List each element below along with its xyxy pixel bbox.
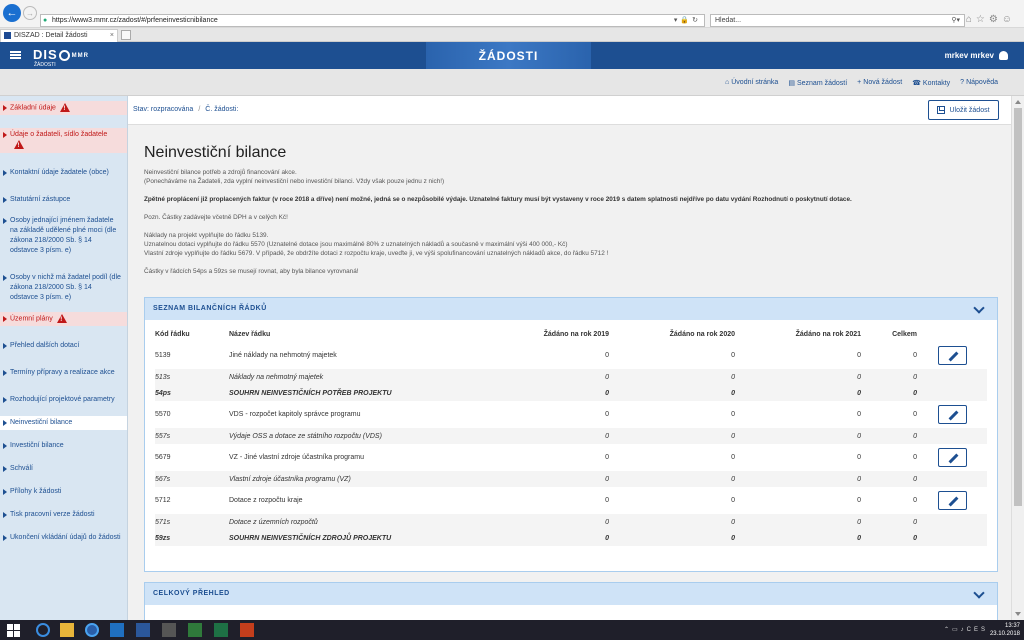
cell-y2020: 0 (609, 369, 735, 385)
request-number: Č. žádosti: (205, 106, 239, 113)
instructions: Neinvestiční bilance potřeb a zdrojů financování akce. (Ponecháváme na Žadateli, zda vyplní neinvestiční nebo investiční bilanci. Vždy však pouze jednu z nich!) Zpětné proplácení již proplacených faktur (v roce 2018 a dříve) není možné, jedná se o nezpůsobilé výdaje. Uznatelné faktury musí být vystaveny v roce 2019 s datem splatnosti nejdříve po datu vydání Rozhodnutí o poskytnutí dotace. Pozn. Částky zadávejte včetně DPH a v celých Kč! Náklady na projekt vyplňujte do řádku 5139. Uznatelnou dotaci vyplňujte do řádku 5570 (Uznatelné dotace jsou maximálně 80% z uznatelných nákladů a současně v maximální výši 400 000,- Kč) Vlastní zdroje vyplňujte do řádku 5679. V případě, že obdržíte dotaci z rozpočtu kraje, uveďte ji, ve výši spolufinancování uznatelných nákladů akce, do řádku 5712 ! Částky v řádcích 54ps a 59zs se musejí rovnat, aby byla bilance vyrovnaná! (144, 169, 852, 275)
search-icon[interactable]: ⚲▾ (951, 17, 960, 24)
vertical-scrollbar[interactable] (1011, 96, 1024, 620)
app-icon[interactable] (188, 623, 202, 637)
col-code: Kód řádku (155, 330, 190, 338)
sidebar-item-label: Kontaktní údaje žadatele (obce) (10, 168, 109, 176)
chevron-down-icon[interactable] (973, 587, 984, 598)
cell-y2021: 0 (735, 530, 861, 546)
table-row (155, 514, 987, 530)
warning-icon (57, 314, 67, 323)
sidebar-item-14[interactable] (0, 508, 127, 522)
main-content (128, 96, 1011, 620)
panel-header[interactable]: CELKOVÝ PŘEHLED (145, 583, 997, 605)
cell-name: Dotace z rozpočtu kraje (229, 497, 303, 504)
cell-y2020: 0 (731, 454, 735, 461)
user-menu[interactable]: mrkev mrkev (945, 51, 1008, 60)
scroll-up-icon[interactable] (1015, 100, 1021, 104)
sidebar-item-3[interactable] (0, 193, 127, 207)
sidebar-item-15[interactable] (0, 531, 127, 545)
cell-y2020: 0 (731, 352, 735, 359)
cell-y2020: 0 (609, 471, 735, 487)
cell-y2021: 0 (735, 471, 861, 487)
cell-total: 0 (913, 352, 917, 359)
favicon-icon (4, 32, 11, 39)
word-icon[interactable] (136, 623, 150, 637)
col-name: Název řádku (229, 330, 271, 338)
page-title: Neinvestiční bilance (144, 144, 287, 161)
table-row (155, 444, 987, 471)
cell-total: 0 (861, 369, 917, 385)
cell-y2020: 0 (609, 428, 735, 444)
sidebar-item-label: Statutární zástupce (10, 195, 71, 203)
overview-panel (144, 582, 998, 622)
ie-icon[interactable] (85, 623, 99, 637)
table-row (155, 428, 987, 444)
taskbar (0, 620, 1024, 640)
tab-bar (0, 28, 1024, 42)
cell-name: SOUHRN NEINVESTIČNÍCH POTŘEB PROJEKTU (229, 385, 489, 401)
table-row (155, 530, 987, 546)
cell-y2020: 0 (731, 411, 735, 418)
app-logo[interactable]: DIS MMR ŽÁDOSTI (33, 47, 90, 68)
cell-name: Dotace z územních rozpočtů (229, 514, 489, 530)
cell-code: 5712 (155, 497, 171, 504)
sidebar-item-label: Schválí (10, 465, 33, 473)
toplink-icon: ☎ (912, 80, 921, 87)
cell-code: 54ps (155, 385, 229, 401)
table-row (155, 487, 987, 514)
address-bar[interactable] (40, 14, 705, 27)
cell-name: SOUHRN NEINVESTIČNÍCH ZDROJŮ PROJEKTU (229, 530, 489, 546)
sidebar-item-label: Přílohy k žádosti (10, 488, 62, 496)
cell-y2019: 0 (489, 428, 609, 444)
sidebar-item-11[interactable] (0, 439, 127, 453)
cell-code: 557s (155, 428, 229, 444)
table-row (155, 401, 987, 428)
col-2021: Žádáno na rok 2021 (795, 330, 861, 338)
forward-button[interactable]: → (23, 6, 37, 20)
table-row (155, 471, 987, 487)
cell-y2019: 0 (489, 514, 609, 530)
warning-icon (14, 140, 24, 149)
cell-code: 567s (155, 471, 229, 487)
cell-y2021: 0 (735, 428, 861, 444)
sidebar-item-label: Osoby v nichž má žadatel podíl (dle zákona 218/2000 Sb. § 14 odstavce 3 písm. e) (10, 273, 121, 301)
edit-button[interactable] (938, 346, 967, 365)
cell-code: 5679 (155, 454, 171, 461)
sidebar-item-label: Přehled dalších dotací (10, 342, 80, 350)
sidebar-item-label: Rozhodující projektové parametry (10, 396, 115, 404)
sidebar-item-label: Osoby jednající jménem žadatele na základě udělené plné moci (dle zákona 218/2000 Sb. § 14 odstavce 3 písm. e) (10, 216, 117, 254)
sidebar-item-5[interactable] (0, 271, 127, 305)
status-text: Stav: rozpracována (133, 106, 194, 113)
cell-total: 0 (913, 497, 917, 504)
table-row (155, 385, 987, 401)
cell-y2021: 0 (857, 454, 861, 461)
sidebar-item-6[interactable] (0, 312, 127, 326)
sidebar-item-label: Tisk pracovní verze žádosti (10, 511, 95, 519)
chevron-down-icon[interactable] (973, 302, 984, 313)
new-tab-button[interactable] (121, 30, 131, 40)
browser-tab[interactable]: DISZAD : Detail žádosti × (0, 29, 118, 42)
cell-y2021: 0 (857, 497, 861, 504)
cell-total: 0 (861, 385, 917, 401)
col-2019: Žádáno na rok 2019 (543, 330, 609, 338)
cell-code: 513s (155, 369, 229, 385)
app-header (0, 42, 1024, 69)
cell-name: Jiné náklady na nehmotný majetek (229, 352, 337, 359)
table-row (155, 369, 987, 385)
cell-name: VDS - rozpočet kapitoly správce programu (229, 411, 361, 418)
cell-code: 571s (155, 514, 229, 530)
explorer-icon[interactable] (60, 623, 74, 637)
edit-button[interactable] (938, 405, 967, 424)
table-header-row (155, 326, 987, 342)
logo-ring-icon (59, 50, 70, 61)
breadcrumb: Stav: rozpracována / Č. žádosti: Uložit žádost (128, 96, 1011, 125)
cell-total: 0 (861, 471, 917, 487)
outlook-icon[interactable] (110, 623, 124, 637)
sidebar-item-2[interactable] (0, 166, 127, 180)
save-button[interactable]: Uložit žádost (928, 100, 999, 120)
scroll-thumb[interactable] (1014, 108, 1022, 506)
cell-y2019: 0 (605, 411, 609, 418)
browser-search-input[interactable]: Hledat... ⚲▾ (710, 14, 965, 27)
cell-name: Náklady na nehmotný majetek (229, 369, 489, 385)
excel-icon[interactable] (214, 623, 228, 637)
balance-table (155, 326, 987, 546)
cell-y2020: 0 (609, 514, 735, 530)
calculator-icon[interactable] (162, 623, 176, 637)
toplink-icon: ⌂ (725, 79, 730, 86)
cell-y2021: 0 (735, 514, 861, 530)
sidebar-item-label: Termíny přípravy a realizace akce (10, 369, 115, 377)
cell-total: 0 (861, 514, 917, 530)
col-2020: Žádáno na rok 2020 (669, 330, 735, 338)
toplink-4[interactable]: ? Nápověda (960, 79, 998, 86)
edge-icon[interactable] (36, 623, 50, 637)
cell-code: 5570 (155, 411, 171, 418)
floppy-icon (937, 106, 945, 114)
col-total: Celkem (892, 330, 917, 338)
toplink-3[interactable]: ☎ Kontakty (912, 80, 951, 87)
toplink-2[interactable]: + Nová žádost (857, 79, 903, 86)
user-icon (999, 51, 1008, 60)
toplink-icon: ▤ (788, 80, 795, 87)
sidebar-item-1[interactable] (0, 128, 127, 152)
sidebar-item-7[interactable] (0, 339, 127, 353)
cell-y2021: 0 (735, 385, 861, 401)
tray-icons[interactable]: ⌃▭♪CES (943, 627, 988, 633)
sidebar-item-8[interactable] (0, 366, 127, 380)
cell-name: Výdaje OSS a dotace ze státního rozpočtu (VDS) (229, 428, 489, 444)
cell-y2019: 0 (605, 352, 609, 359)
sidebar (0, 96, 128, 620)
site-icon: ● (43, 17, 48, 24)
toplink-icon: ? (960, 79, 965, 86)
toplink-1[interactable]: ▤ Seznam žádostí (788, 80, 848, 87)
cell-y2019: 0 (489, 530, 609, 546)
cell-y2019: 0 (605, 454, 609, 461)
sidebar-item-0[interactable] (0, 101, 127, 115)
edit-button[interactable] (938, 448, 967, 467)
cell-name: VZ - Jiné vlastní zdroje účastníka programu (229, 454, 365, 461)
cell-y2019: 0 (605, 497, 609, 504)
windows-start-icon[interactable] (6, 623, 20, 637)
cell-y2021: 0 (857, 352, 861, 359)
powerpoint-icon[interactable] (240, 623, 254, 637)
browser-toolbar-icons[interactable]: ⌂☆⚙☺ (965, 14, 1016, 25)
sidebar-item-12[interactable] (0, 462, 127, 476)
balance-rows-panel (144, 297, 998, 572)
scroll-down-icon[interactable] (1015, 612, 1021, 616)
panel-header[interactable]: SEZNAM BILANČNÍCH ŘÁDKŮ (145, 298, 997, 320)
sidebar-item-label: Investiční bilance (10, 442, 64, 450)
sidebar-item-label: Základní údaje (10, 104, 56, 112)
toplink-icon: + (857, 79, 862, 86)
url-text: https://www3.mmr.cz/zadost/#/prfeneinvesticnibilance (52, 17, 218, 24)
sidebar-item-label: Neinvestiční bilance (10, 419, 73, 427)
browser-chrome (0, 0, 1024, 28)
cell-y2021: 0 (857, 411, 861, 418)
cell-y2019: 0 (489, 471, 609, 487)
menu-icon[interactable] (10, 51, 21, 59)
top-links (725, 79, 998, 87)
cell-total: 0 (861, 428, 917, 444)
toplink-0[interactable]: ⌂ Úvodní stránka (725, 79, 779, 86)
cell-total: 0 (913, 454, 917, 461)
cell-y2020: 0 (609, 530, 735, 546)
warning-icon (60, 103, 70, 112)
sidebar-item-label: Ukončení vkládání údajů do žádosti (10, 534, 121, 542)
sidebar-item-13[interactable] (0, 485, 127, 499)
sidebar-item-10[interactable] (0, 416, 127, 430)
sidebar-item-label: Územní plány (10, 315, 53, 323)
sidebar-item-9[interactable] (0, 393, 127, 407)
cell-code: 59zs (155, 530, 229, 546)
sidebar-item-4[interactable] (0, 214, 127, 258)
top-nav-bar (0, 69, 1024, 96)
cell-total: 0 (861, 530, 917, 546)
close-tab-icon[interactable]: × (109, 32, 114, 39)
cell-y2020: 0 (731, 497, 735, 504)
address-tools-icon[interactable]: ▾🔒↻ (673, 17, 701, 24)
back-button[interactable]: ← (3, 4, 21, 22)
cell-y2019: 0 (489, 385, 609, 401)
sidebar-item-label: Údaje o žadateli, sídlo žadatele (10, 131, 108, 139)
cell-y2019: 0 (489, 369, 609, 385)
header-title: ŽÁDOSTI (426, 42, 591, 69)
cell-name: Vlastní zdroje účastníka programu (VZ) (229, 471, 489, 487)
cell-y2021: 0 (735, 369, 861, 385)
table-row (155, 342, 987, 369)
edit-button[interactable] (938, 491, 967, 510)
cell-y2020: 0 (609, 385, 735, 401)
clock[interactable]: 13:37 23.10.2018 (989, 623, 1020, 637)
cell-code: 5139 (155, 352, 171, 359)
cell-total: 0 (913, 411, 917, 418)
